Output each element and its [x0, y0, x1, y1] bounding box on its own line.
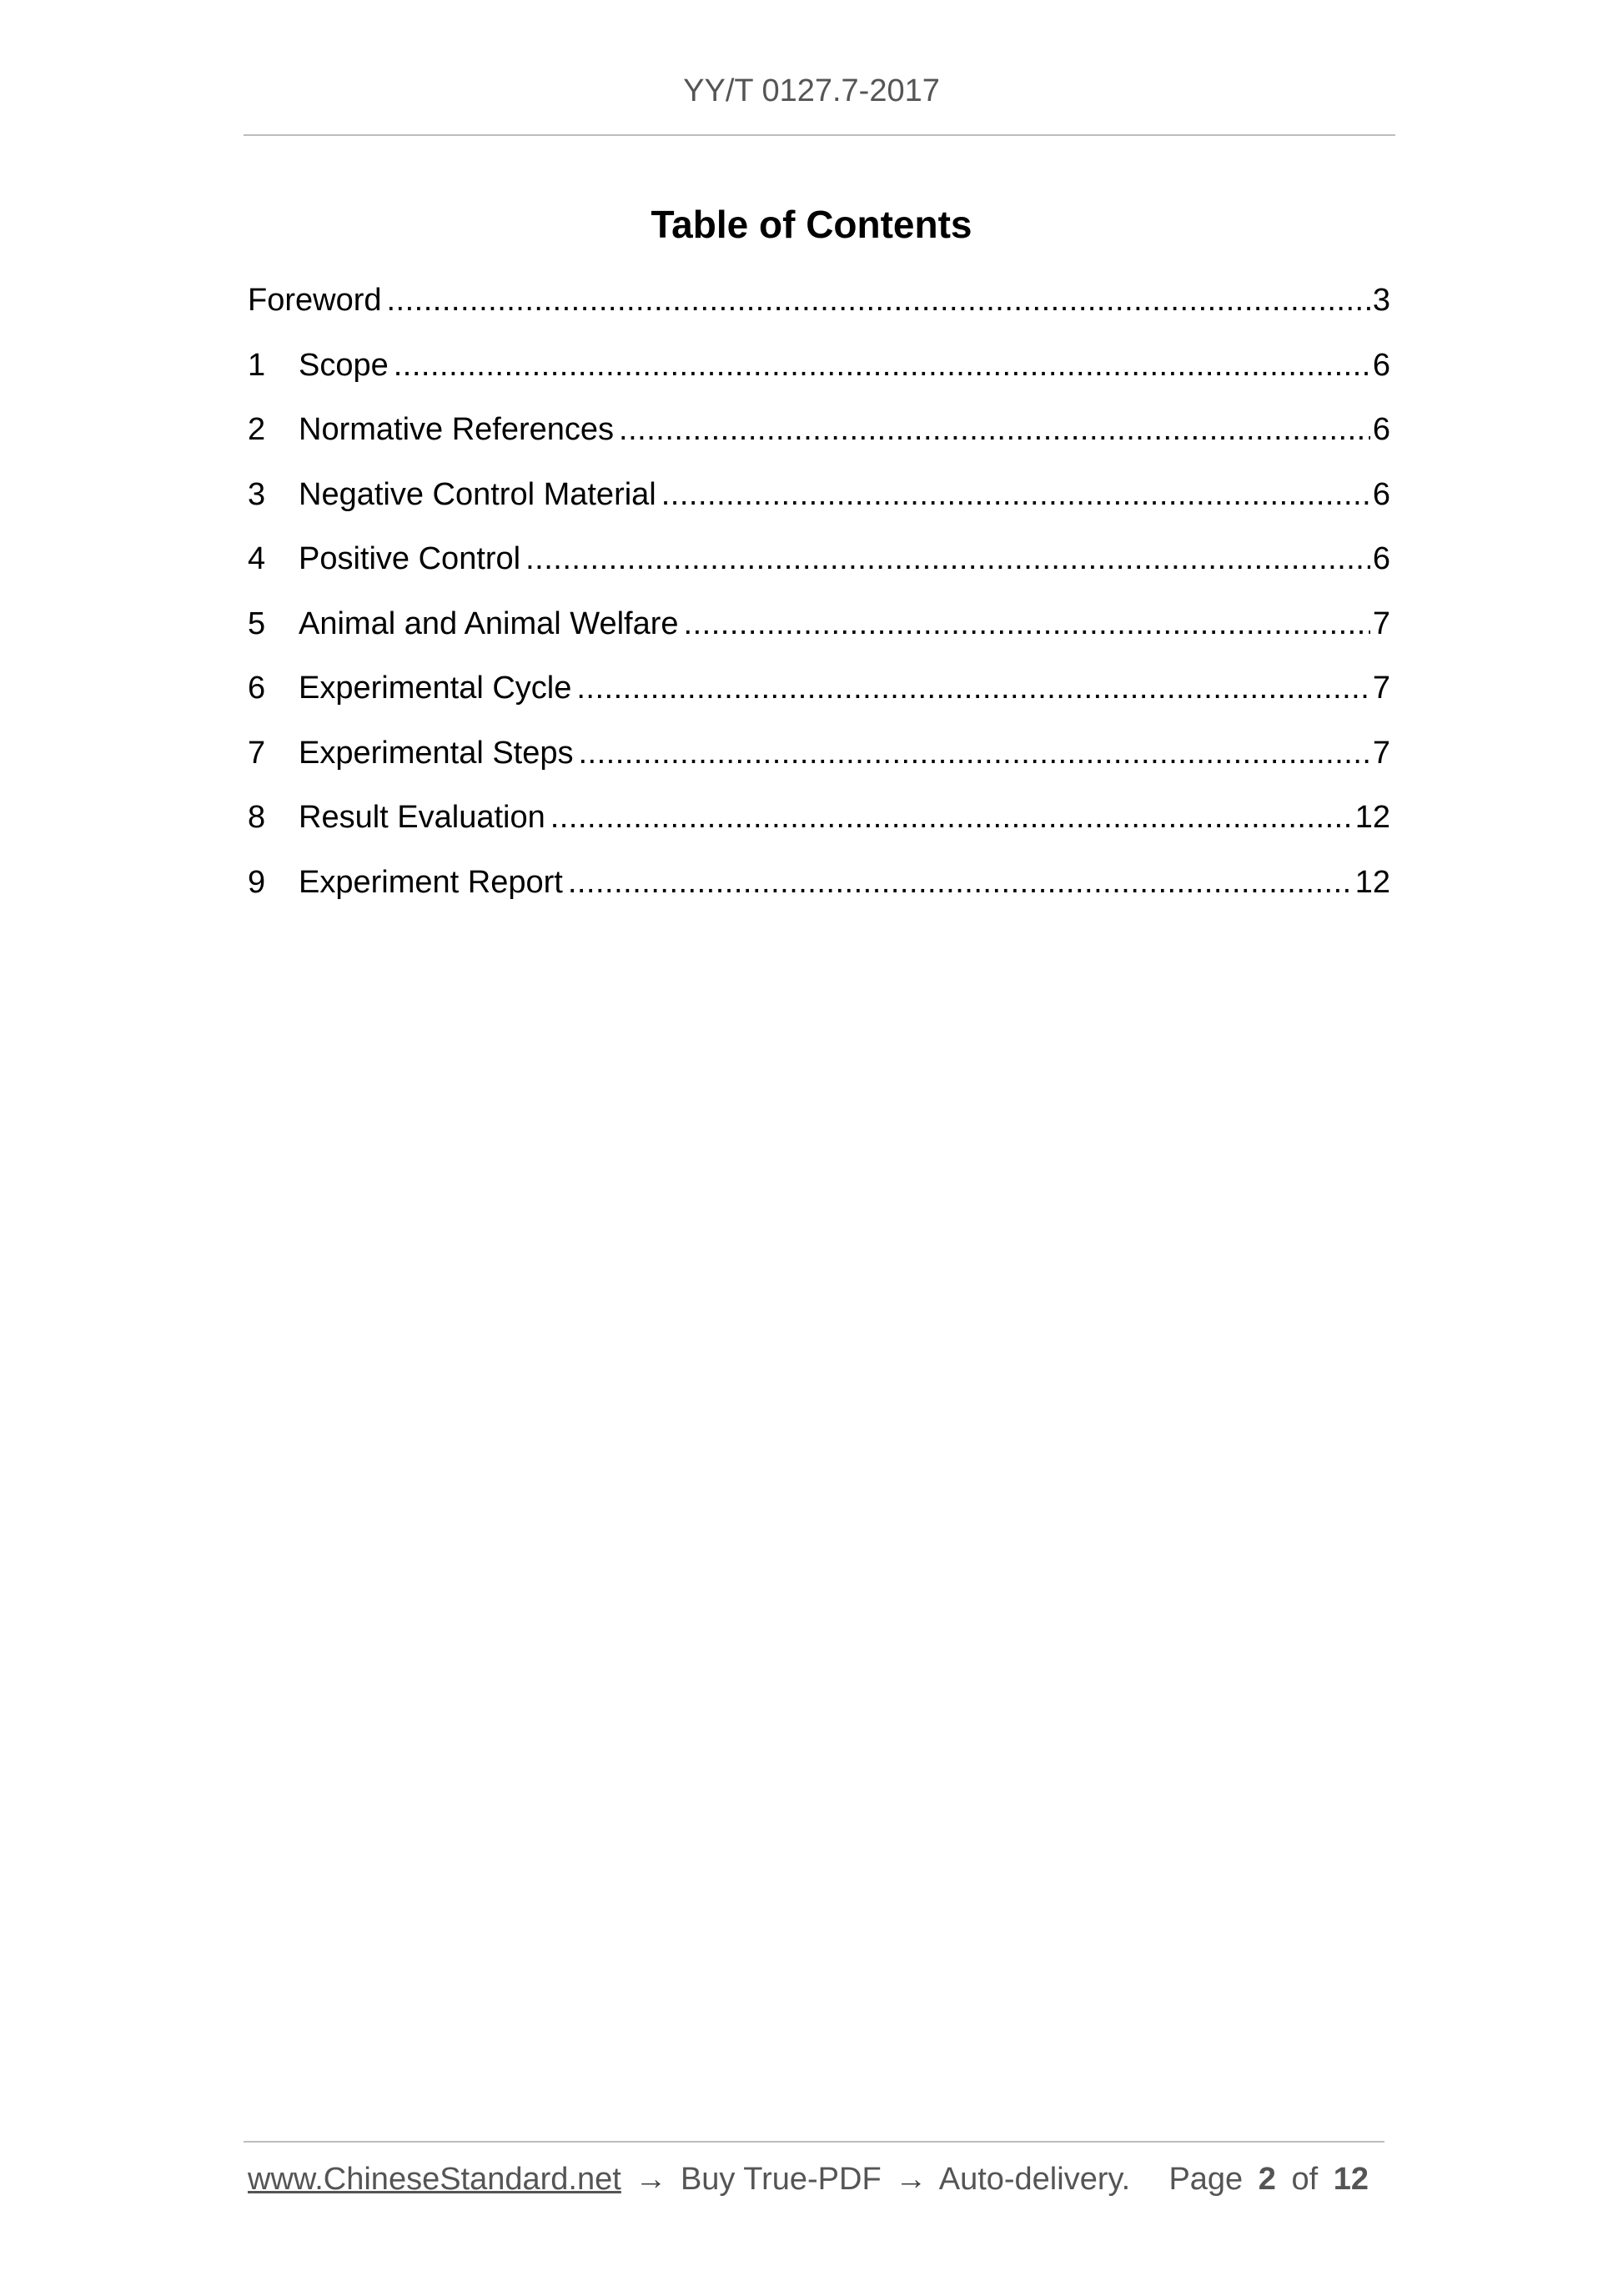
toc-entry-result-evaluation[interactable] [248, 794, 1390, 859]
toc-entry-number: 9 [248, 864, 266, 900]
toc-entry-label: Experiment Report [299, 864, 563, 900]
toc-entry-label: Result Evaluation [299, 800, 545, 835]
toc-entry-number: 3 [248, 476, 266, 512]
toc-entry-label: Animal and Animal Welfare [299, 605, 679, 641]
toc-leader-dots [619, 406, 1370, 454]
toc-entry-label: Scope [299, 347, 389, 383]
toc-entry-animal-welfare[interactable] [248, 600, 1390, 666]
toc-entry-negative-control-material[interactable] [248, 471, 1390, 536]
toc-leader-dots [550, 794, 1353, 842]
footer-divider [244, 2141, 1384, 2143]
toc-entry-number: 2 [248, 412, 266, 447]
toc-entry-number: 6 [248, 671, 266, 706]
toc-entry-page: 6 [1372, 541, 1390, 576]
toc-entry-label: Experimental Steps [299, 735, 574, 771]
toc-entry-positive-control[interactable] [248, 535, 1390, 600]
header-divider [244, 134, 1395, 136]
toc-entry-page: 12 [1354, 864, 1390, 900]
toc-leader-dots [684, 600, 1370, 648]
page-number [1168, 2162, 1375, 2198]
toc-entry-page: 7 [1372, 671, 1390, 706]
toc-entry-label: Foreword [248, 283, 382, 318]
total-pages: 12 [1333, 2162, 1369, 2197]
arrow-right-icon: → [635, 2162, 667, 2197]
toc-entry-page: 7 [1372, 605, 1390, 641]
toc-entry-number: 7 [248, 735, 266, 771]
toc-entry-scope[interactable] [248, 342, 1390, 407]
toc-entry-page: 6 [1372, 347, 1390, 383]
toc-leader-dots [661, 471, 1370, 519]
toc-list [248, 277, 1390, 923]
toc-entry-label: Negative Control Material [299, 476, 656, 512]
current-page: 2 [1258, 2162, 1276, 2197]
auto-delivery-text: Auto-delivery. [938, 2162, 1131, 2197]
toc-entry-experimental-cycle[interactable] [248, 665, 1390, 730]
toc-entry-page: 12 [1354, 800, 1390, 835]
toc-leader-dots [387, 277, 1370, 324]
toc-entry-page: 6 [1372, 412, 1390, 447]
toc-leader-dots [525, 535, 1370, 583]
document-code-header: YY/T 0127.7-2017 [683, 73, 940, 108]
toc-entry-label: Experimental Cycle [299, 671, 572, 706]
toc-entry-experimental-steps[interactable] [248, 730, 1390, 795]
toc-leader-dots [579, 730, 1370, 777]
toc-entry-number: 4 [248, 541, 266, 576]
toc-entry-label: Positive Control [299, 541, 521, 576]
toc-entry-label: Normative References [299, 412, 615, 447]
page-of-word: of [1291, 2162, 1319, 2197]
toc-entry-page: 6 [1372, 476, 1390, 512]
toc-entry-number: 1 [248, 347, 266, 383]
toc-entry-foreword[interactable] [248, 277, 1390, 342]
toc-entry-page: 3 [1372, 283, 1390, 318]
toc-leader-dots [568, 859, 1353, 907]
toc-leader-dots [576, 665, 1370, 712]
toc-entry-number: 8 [248, 800, 266, 835]
page-footer [248, 2162, 1382, 2203]
footer-promo [248, 2162, 1130, 2198]
toc-title: Table of Contents [651, 203, 972, 246]
page-word: Page [1168, 2162, 1244, 2197]
buy-true-pdf-text: Buy True-PDF [680, 2162, 882, 2197]
toc-entry-number: 5 [248, 605, 266, 641]
toc-entry-normative-references[interactable] [248, 406, 1390, 471]
toc-leader-dots [394, 342, 1370, 389]
arrow-right-icon: → [895, 2162, 927, 2197]
toc-entry-experiment-report[interactable] [248, 859, 1390, 924]
website-link[interactable]: www.ChineseStandard.net [248, 2162, 621, 2197]
toc-entry-page: 7 [1372, 735, 1390, 771]
